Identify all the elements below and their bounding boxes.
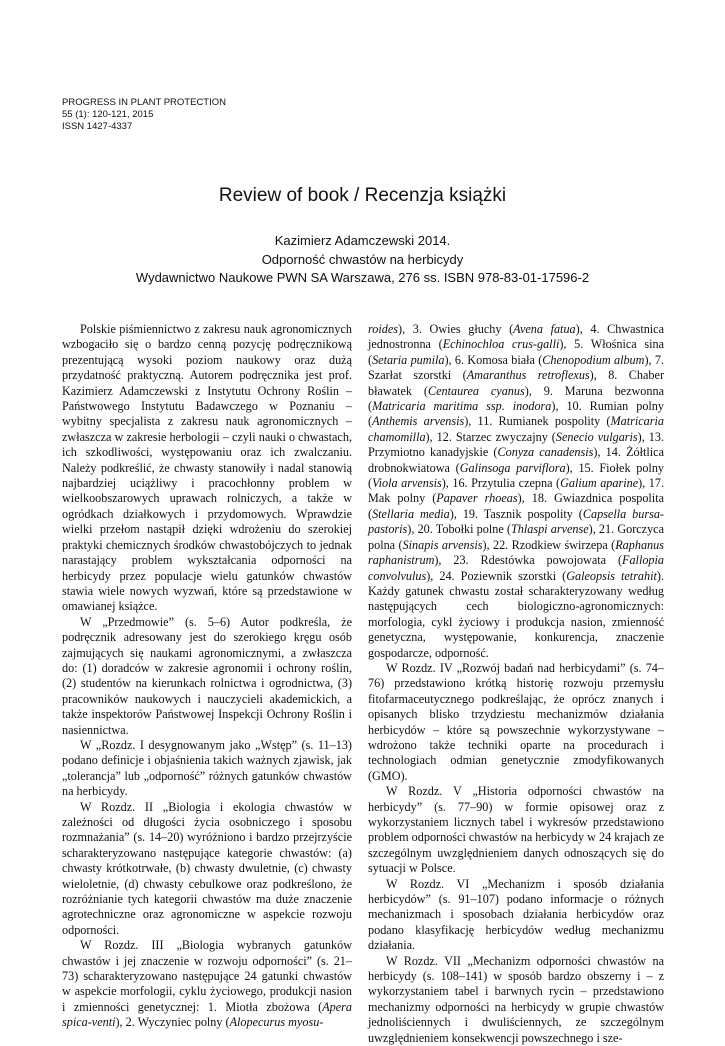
- species-name: Matricaria maritima ssp. inodora: [372, 399, 552, 414]
- text-run: ), 14. Żółtlica drobnokwiatowa (: [368, 445, 664, 475]
- species-name: Alopecurus myosu-: [229, 1015, 324, 1030]
- paragraph-chapter-1: W „Rozdz. I desygnowanym jako „Wstęp” (s. 11–13) podano definicje i objaśnienia takich ważnych zjawisk, jak „tolerancja” lub „odporność” różnych gatunków chwastów na herbicydy.: [62, 737, 352, 799]
- species-name: Centaurea cyanus: [427, 383, 525, 398]
- text-run: ), 17. Mak polny (: [368, 476, 664, 506]
- text-run: ), 11. Rumianek pospolity (: [464, 414, 611, 429]
- text-run: ), 9. Maruna bezwonna (: [368, 383, 664, 414]
- text-run: ), 23. Rdestówka powojowata (: [434, 553, 623, 568]
- text-run: ), 6. Komosa biała (: [444, 352, 543, 367]
- species-name: Matricaria chamomilla: [368, 414, 664, 444]
- journal-header: [62, 97, 226, 133]
- species-name: Papaver rhoeas: [436, 491, 518, 506]
- text-run: ), 8. Chaber bławatek (: [368, 368, 664, 398]
- book-author-year: Kazimierz Adamczewski 2014.: [274, 233, 451, 248]
- text-run: ), 5. Włośnica sina (: [368, 337, 665, 367]
- species-name: Galium aparine: [560, 476, 639, 491]
- paragraph-intro: Polskie piśmiennictwo z zakresu nauk agronomicznych wzbogaciło się o bardzo cenną pozycję podręcznikową prezentującą wysoki poziom naukowy oraz dużą przydatność praktyczną. Autorem podręcznika jest prof. Kazimierz Adamczewski z Instytutu Ochrony Roślin – Państwowego Instytutu Badawczego w Poznaniu – wybitny specjalista z zakresu nauk agronomicznych – zwłaszcza w zakresie herbologii – czyli nauki o chwastach, ich szkodliwości, występowaniu oraz ich zwalczaniu. Należy podkreślić, że chwasty stanowiły i nadal stanowią najbardziej uciążliwy i pracochłonny problem w wielkoobszarowych uprawach rolniczych, a także w ogródkach działkowych i przydomowych. Wprawdzie wielki przełom nastąpił dzięki wdrożeniu do szerokiej praktyki chemicznych środków chwastobójczych to jednak narastający problem wykształcania odporności na herbicydy przez populacje wielu gatunków chwastów stawia wiele nowych wyzwań, które są przedstawione w omawianej książce.: [62, 322, 352, 614]
- left-column: [62, 322, 352, 1031]
- species-name: Raphanus raphanistrum: [368, 537, 664, 568]
- species-name: Setaria pumila: [372, 352, 445, 367]
- species-name: Viola arvensis: [372, 476, 442, 491]
- text-run: ), 4. Chwastnica jednostronna (: [368, 322, 665, 352]
- species-name: Galinsoga parviflora: [459, 460, 566, 475]
- paragraph-chapter-5: W Rozdz. V „Historia odporności chwastów na herbicydy” (s. 77–90) w formie opisowej oraz z wykorzystaniem licznych tabel i wykresów przedstawiono problem odporności chwastów na herbicydy w 24 krajach ze szczególnym uwzględnieniem danych odnoszących się do sytuacji w Polsce.: [368, 784, 664, 876]
- text-run: ), 15. Fiołek polny (: [368, 460, 665, 491]
- species-name: Fallopia convolvulus: [368, 553, 664, 583]
- species-name: Conyza canadensis: [497, 445, 594, 460]
- text-run: ), 16. Przytulia czepna (: [441, 476, 561, 491]
- text-run: ), 13. Przymiotno kanadyjskie (: [368, 429, 664, 460]
- text-run: ), 24. Poziewnik szorstki (: [426, 568, 567, 583]
- journal-name: PROGRESS IN PLANT PROTECTION: [62, 97, 226, 108]
- species-name: Apera spica-venti: [62, 999, 352, 1030]
- book-reference: [0, 232, 725, 288]
- text-run: ), 7. Szarłat szorstki (: [368, 352, 665, 383]
- journal-issn: ISSN 1427-4337: [62, 121, 133, 132]
- text-run: ), 2. Wyczyniec polny (: [115, 1015, 230, 1030]
- paragraph-chapter-2: W Rozdz. II „Biologia i ekologia chwastów w zależności od długości życia osobniczego i sposobu rozmnażania” (s. 14–20) wyróżniono i bardzo przejrzyście scharakteryzowano następujące kategorie chwastów: (a) chwasty krótkotrwałe, (b) chwasty dwuletnie, (c) chwasty wieloletnie, (d) chwasty cebulkowe oraz podkreślono, że rozróżnianie tych kategorii chwastów ma duże znaczenie agrotechniczne oraz agronomiczne w aspekcie rozwoju odporności.: [62, 799, 352, 937]
- species-name: Avena fatua: [513, 322, 576, 336]
- paragraph-chapter-4: W Rozdz. IV „Rozwój badań nad herbicydami” (s. 74–76) przedstawiono krótką historię rozwoju przemysłu fitofarmaceutycznego podkreślając, że oprócz znanych i opisanych blisko trzydziestu mechanizmów działania herbicydów – które są powszechnie wykorzystywane – wdrożono także techniki oparte na procedurach i technologiach odmian genetycznie zmodyfikowanych (GMO).: [368, 660, 664, 783]
- species-name: Amaranthus retroflexus: [466, 368, 590, 383]
- species-name: Echinochloa crus-galli: [442, 337, 560, 352]
- paragraph-chapter-3-start: [62, 938, 352, 1030]
- text-run: ), 20. Tobołki polne (: [407, 522, 511, 537]
- species-name: roides: [368, 322, 399, 336]
- species-name: Thlaspi arvense: [510, 522, 589, 537]
- book-publisher: Wydawnictwo Naukowe PWN SA Warszawa, 276 ss. ISBN 978-83-01-17596-2: [135, 270, 590, 285]
- text-run: ), 21. Gorczyca polna (: [368, 522, 665, 552]
- text-run: ). Każdy gatunek chwastu został scharakteryzowany według następujących cech biologiczno-agronomicznych: morfologia, cykl życiowy i produkcja nasion, zmienność genetyczna, występowanie, konkurencja, znaczenie gospodarcze, odporność.: [368, 568, 664, 660]
- text-run: ), 22. Rzodkiew świrzepa (: [482, 537, 616, 552]
- text-run: W Rozdz. III „Biologia wybranych gatunków chwastów i jej znaczenie w rozwoju odporności” (s. 21–73) scharakteryzowano następujące 24 gatunki chwastów w aspekcie morfologii, cyklu życiowego, produkcji nasion i zmienności genetycznej: 1. Miotła zbożowa (: [62, 938, 352, 1014]
- text-run: ), 10. Rumian polny (: [368, 399, 664, 429]
- text-run: ), 18. Gwiazdnica pospolita (: [368, 491, 664, 521]
- book-title: Odporność chwastów na herbicydy: [261, 251, 464, 267]
- paragraph-chapter-6: W Rozdz. VI „Mechanizm i sposób działania herbicydów” (s. 91–107) podano informacje o różnych mechanizmach i sposobach działania herbicydów oraz podano klasyfikację herbicydów według mechanizmu działania.: [368, 876, 664, 953]
- text-run: ), 12. Starzec zwyczajny (: [425, 429, 556, 444]
- right-column: [368, 322, 664, 1046]
- paragraph-preface: W „Przedmowie” (s. 5–6) Autor podkreśla, że podręcznik adresowany jest do szerokiego kręgu osób zajmujących się naukami agronomicznymi, a zwłaszcza do: (1) doradców w zakresie agronomii i ochrony roślin, (2) studentów na kierunkach rolnictwa i ogrodnictwa, (3) pracowników naukowych i nauczycieli akademickich, a także inspektorów Państwowej Inspekcji Ochrony Roślin i nasiennictwa.: [62, 614, 352, 737]
- species-name: Anthemis arvensis: [372, 414, 465, 429]
- species-name: Sinapis arvensis: [402, 537, 483, 552]
- page-title: Review of book / Recenzja książki: [218, 185, 507, 206]
- species-name: Stellaria media: [372, 506, 450, 521]
- journal-volume: 55 (1): 120-121, 2015: [62, 109, 154, 120]
- species-name: Capsella bursa-pastoris: [368, 506, 664, 537]
- species-name: Chenopodium album: [542, 352, 645, 367]
- paragraph-chapter-7: W Rozdz. VII „Mechanizm odporności chwastów na herbicydy (s. 108–141) w sposób bardzo obszerny i – z wykorzystaniem tabel i barwnych rycin – przedstawiono mechanizmy odporności na herbicydy w grupie chwastów jednoliściennych i dwuliściennych, ze szczególnym uwzględnieniem konsekwencji powszechnego i sze-: [368, 953, 664, 1045]
- text-run: ), 3. Owies głuchy (: [398, 322, 514, 336]
- text-run: ), 19. Tasznik pospolity (: [449, 506, 583, 521]
- species-name: Galeopsis tetrahit: [566, 568, 657, 583]
- species-name: Senecio vulgaris: [555, 429, 638, 444]
- paragraph-chapter-3-cont: [368, 322, 664, 661]
